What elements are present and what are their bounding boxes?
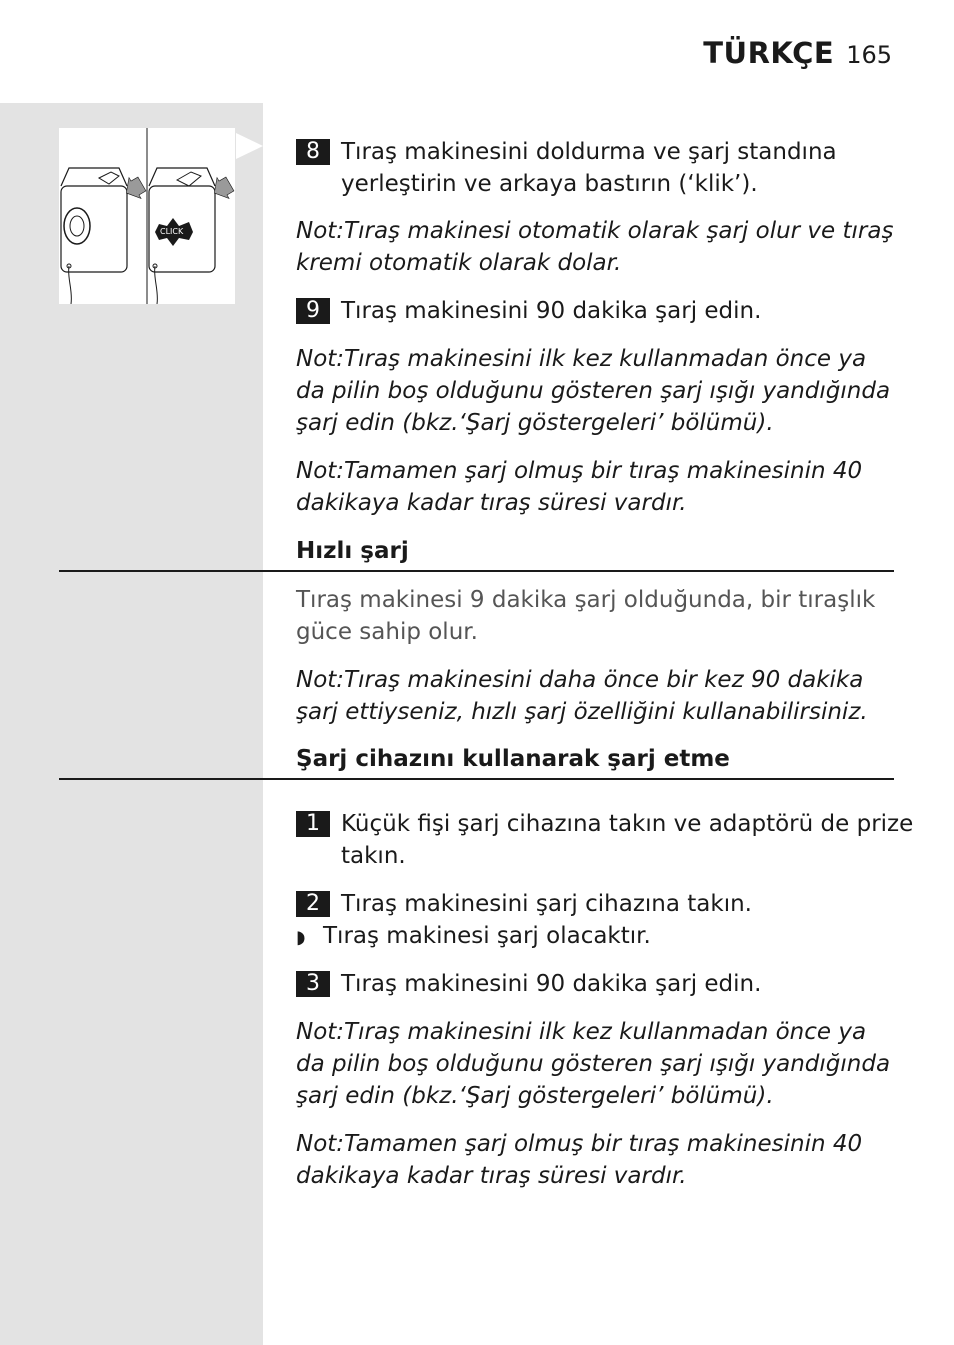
page-header [703,36,892,70]
step-number-3: 3 [296,971,330,997]
language-title: TÜRKÇE [703,36,835,70]
heading-quick-charge: Hızlı şarj [296,538,409,564]
step-2 [296,888,939,920]
click-label: CLICK [160,227,184,236]
note-shave-time: Not:Tamamen şarj olmuş bir tıraş makinesinin 40 dakikaya kadar tıraş süresi vardır. [296,458,863,516]
note-shave-time-charger: Not:Tamamen şarj olmuş bir tıraş makinesinin 40 dakikaya kadar tıraş süresi vardır. [296,1131,863,1189]
result-arrow-icon: ◗ [296,927,306,948]
step-8-text: Tıraş makinesini doldurma ve şarj standına yerleştirin ve arkaya bastırın (‘klik’). [341,139,837,197]
step-8 [296,136,939,200]
section-divider [59,778,894,780]
section-divider [59,570,894,572]
step-2-result-text: Tıraş makinesi şarj olacaktır. [323,923,651,949]
step-2-result [296,920,921,954]
note-auto-charge: Not:Tıraş makinesi otomatik olarak şarj olur ve tıraş kremi otomatik olarak dolar. [296,218,894,276]
step-1-text: Küçük fişi şarj cihazına takın ve adaptörü de prize takın. [341,811,914,869]
quick-charge-body: Tıraş makinesi 9 dakika şarj olduğunda, bir tıraşlık güce sahip olur. [296,587,876,645]
note-first-use-charger: Not:Tıraş makinesini ilk kez kullanmadan önce ya da pilin boş olduğunu gösteren şarj ışığı yandığında şarj edin (bkz.‘Şarj göstergeleri’ bölümü). [296,1019,891,1109]
shaver-illustration-svg [59,128,235,304]
step-number-1: 1 [296,811,330,837]
shaver-stand-illustration [59,128,235,304]
step-number-2: 2 [296,891,330,917]
page-number: 165 [846,41,892,69]
heading-charger: Şarj cihazını kullanarak şarj etme [296,746,730,772]
illustration-pointer [236,133,263,159]
step-2-text: Tıraş makinesini şarj cihazına takın. [341,891,752,917]
note-quick-charge: Not:Tıraş makinesini daha önce bir kez 90 dakika şarj ettiyseniz, hızlı şarj özelliğini kullanabilirsiniz. [296,667,868,725]
step-number-9: 9 [296,298,330,324]
step-3 [296,968,939,1000]
step-9 [296,295,939,327]
step-number-8: 8 [296,139,330,165]
step-3-text: Tıraş makinesini 90 dakika şarj edin. [341,971,762,997]
note-first-use: Not:Tıraş makinesini ilk kez kullanmadan önce ya da pilin boş olduğunu gösteren şarj ışığı yandığında şarj edin (bkz.‘Şarj göstergeleri’ bölümü). [296,346,891,436]
step-1 [296,808,939,872]
step-9-text: Tıraş makinesini 90 dakika şarj edin. [341,298,762,324]
